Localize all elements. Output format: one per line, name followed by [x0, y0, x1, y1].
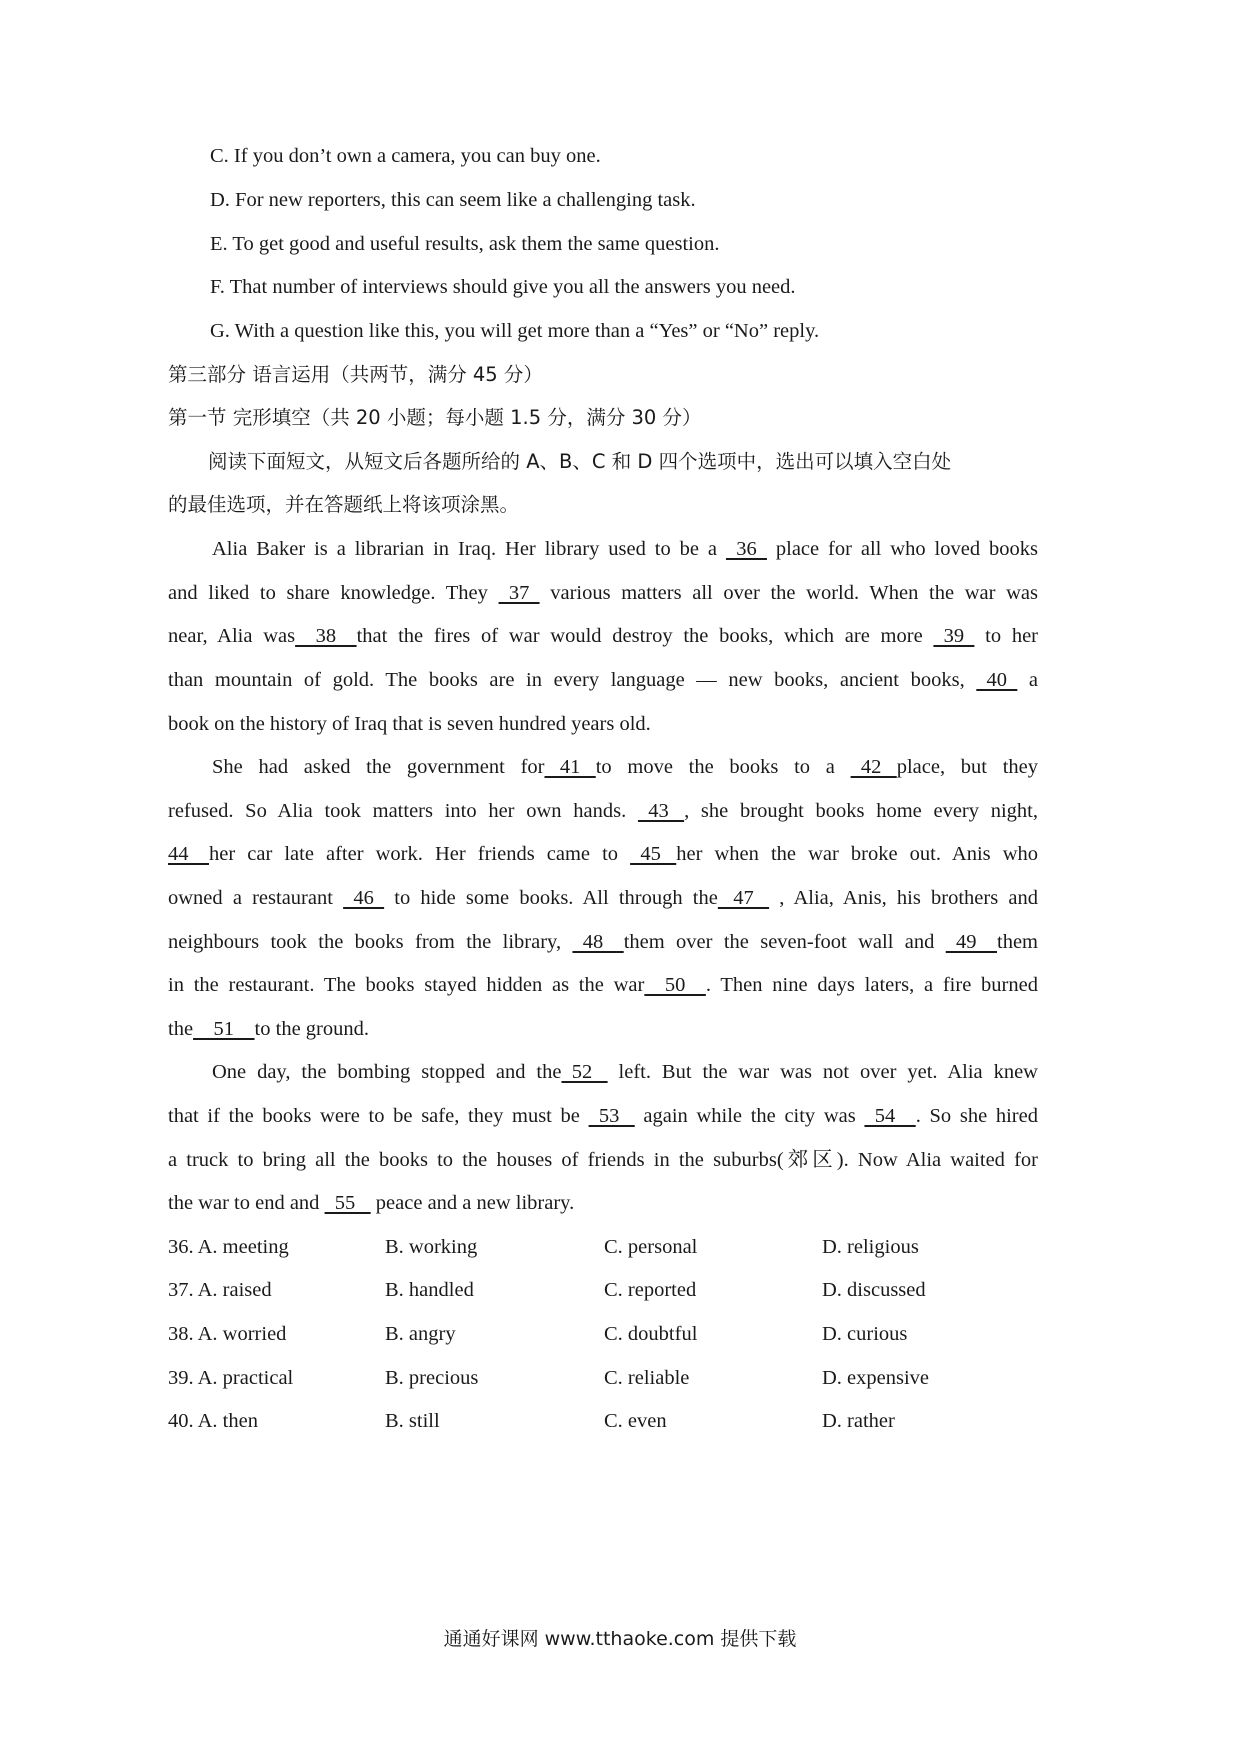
passage-line: refused. So Alia took matters into her own hands. 43 , she brought books home every night, [168, 797, 1038, 825]
option-e: E. To get good and useful results, ask them the same question. [210, 233, 720, 255]
passage-line: neighbours took the books from the library, 48 them over the seven-foot wall and 49 them [168, 928, 1038, 956]
passage-line: in the restaurant. The books stayed hidden as the war 50 . Then nine days laters, a fire burned [168, 971, 1038, 999]
instruction-line-2: 的最佳选项，并在答题纸上将该项涂黑。 [168, 493, 520, 516]
page-footer: 通通好课网 www.tthaoke.com 提供下载 [443, 1628, 797, 1650]
blank-47: 47 [717, 887, 770, 909]
part3-heading: 第三部分 语言运用（共两节，满分 45 分） [168, 363, 543, 386]
blank-52: 52 [561, 1061, 608, 1083]
passage-line: She had asked the government for 41 to move the books to a 42 place, but they [168, 753, 1038, 781]
option-c: C. doubtful [604, 1323, 698, 1345]
option-d: D. discussed [822, 1279, 926, 1301]
blank-38: 38 [295, 625, 357, 647]
passage-line: owned a restaurant 46 to hide some books. All through the 47 , Alia, Anis, his brothers and [168, 884, 1038, 912]
passage-line: One day, the bombing stopped and the 52 left. But the war was not over yet. Alia knew [168, 1058, 1038, 1086]
blank-48: 48 [572, 931, 624, 953]
option-b: B. still [385, 1410, 440, 1432]
option-c: C. reliable [604, 1367, 690, 1389]
instruction-line-1: 阅读下面短文，从短文后各题所给的 A、B、C 和 D 四个选项中，选出可以填入空白处 [208, 450, 952, 473]
option-b: B. precious [385, 1367, 479, 1389]
blank-49: 49 [945, 931, 997, 953]
option-d: D. rather [822, 1410, 895, 1432]
blank-44: 44 [168, 843, 209, 865]
option-a: 36. A. meeting [168, 1236, 289, 1258]
option-d: D. curious [822, 1323, 908, 1345]
blank-55: 55 [324, 1192, 371, 1214]
option-d: D. For new reporters, this can seem like a challenging task. [210, 189, 696, 211]
blank-54: 54 [864, 1105, 916, 1127]
option-a: 39. A. practical [168, 1367, 294, 1389]
passage-line: near, Alia was 38 that the fires of war would destroy the books, which are more 39 to her [168, 622, 1038, 650]
option-a: 37. A. raised [168, 1279, 272, 1301]
option-a: 38. A. worried [168, 1323, 287, 1345]
blank-51: 51 [193, 1018, 255, 1040]
blank-46: 46 [343, 887, 385, 909]
blank-37: 37 [498, 582, 540, 604]
passage-line: the 51 to the ground. [168, 1015, 1038, 1043]
blank-40: 40 [976, 669, 1018, 691]
option-d: D. expensive [822, 1367, 930, 1389]
option-g: G. With a question like this, you will get more than a “Yes” or “No” reply. [210, 320, 820, 342]
passage-line: book on the history of Iraq that is seven hundred years old. [168, 713, 651, 735]
option-a: 40. A. then [168, 1410, 258, 1432]
blank-42: 42 [850, 756, 897, 778]
option-b: B. working [385, 1236, 478, 1258]
option-c: C. even [604, 1410, 667, 1432]
passage-line: than mountain of gold. The books are in every language — new books, ancient books, 40 a [168, 666, 1038, 694]
passage-line: the war to end and 55 peace and a new library. [168, 1189, 1038, 1217]
passage-line: a truck to bring all the books to the houses of friends in the suburbs(郊区). Now Alia waited for [168, 1149, 1038, 1171]
section1-heading: 第一节 完形填空（共 20 小题；每小题 1.5 分，满分 30 分） [168, 406, 702, 429]
passage-line: and liked to share knowledge. They 37 various matters all over the world. When the war was [168, 579, 1038, 607]
blank-45: 45 [630, 843, 677, 865]
blank-43: 43 [637, 800, 685, 822]
option-c: C. If you don’t own a camera, you can buy one. [210, 145, 601, 167]
passage-line: 44 her car late after work. Her friends came to 45 her when the war broke out. Anis who [168, 840, 1038, 868]
option-f: F. That number of interviews should give you all the answers you need. [210, 276, 796, 298]
blank-36: 36 [725, 538, 767, 560]
option-b: B. handled [385, 1279, 474, 1301]
passage-line: Alia Baker is a librarian in Iraq. Her library used to be a 36 place for all who loved books [168, 535, 1038, 563]
blank-39: 39 [933, 625, 975, 647]
passage-line: that if the books were to be safe, they must be 53 again while the city was 54 . So she hired [168, 1102, 1038, 1130]
blank-50: 50 [644, 974, 706, 996]
blank-53: 53 [588, 1105, 635, 1127]
option-b: B. angry [385, 1323, 456, 1345]
option-c: C. reported [604, 1279, 697, 1301]
blank-41: 41 [544, 756, 596, 778]
option-c: C. personal [604, 1236, 698, 1258]
option-d: D. religious [822, 1236, 919, 1258]
